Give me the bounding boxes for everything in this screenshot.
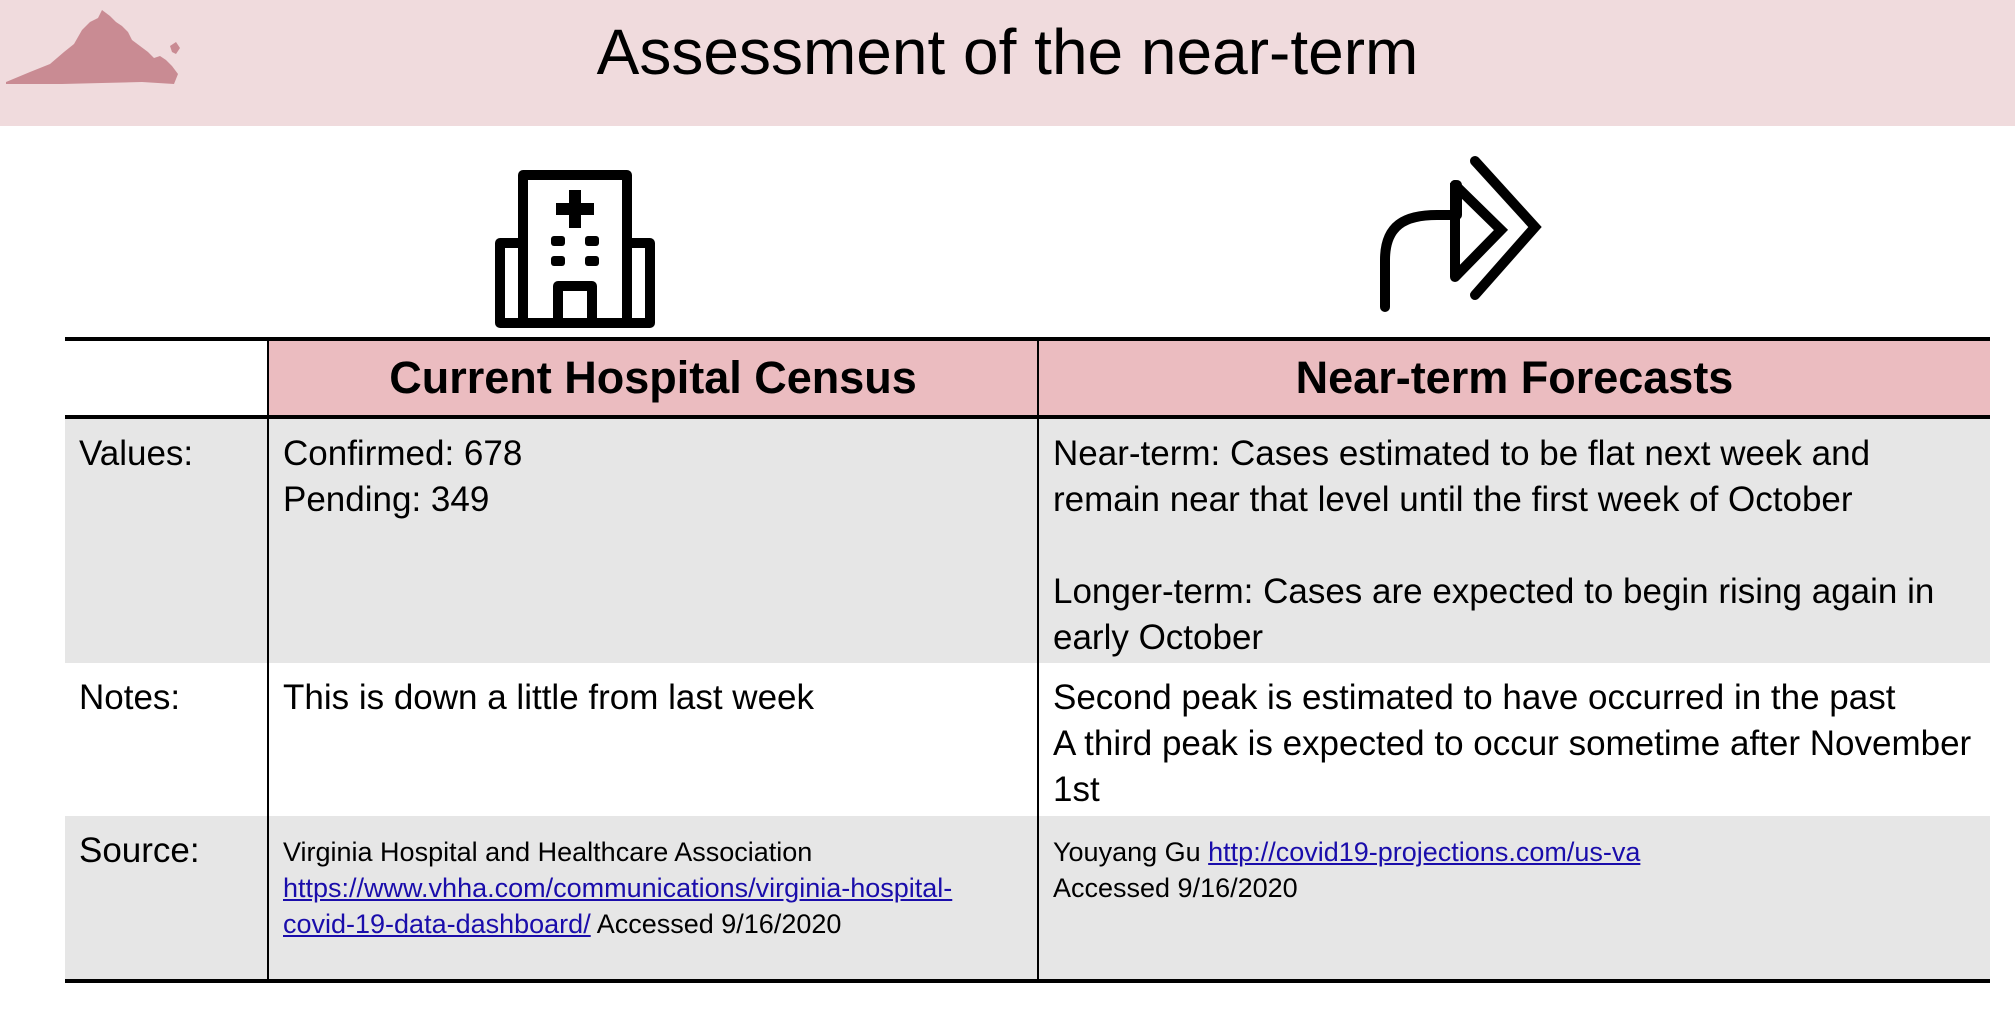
table-header-row xyxy=(65,339,1990,417)
table-row-source xyxy=(65,816,1990,981)
row-label-notes: Notes: xyxy=(65,663,268,816)
pending-count: Pending: 349 xyxy=(283,480,490,519)
longer-term-forecast: Longer-term: Cases are expected to begin rising again in early October xyxy=(1053,572,1935,657)
second-peak-note: Second peak is estimated to have occurred in the past xyxy=(1053,678,1896,717)
third-peak-note: A third peak is expected to occur sometime after November 1st xyxy=(1053,724,1972,809)
forecast-accessed-date: Accessed 9/16/2020 xyxy=(1053,873,1298,903)
confirmed-count: Confirmed: 678 xyxy=(283,434,523,473)
header-blank-cell xyxy=(65,339,268,417)
forecast-source-cell xyxy=(1038,816,1990,981)
vhha-dashboard-link[interactable]: https://www.vhha.com/communications/virginia-hospital- covid-19-data-dashboard/ xyxy=(283,873,953,939)
census-accessed-date: Accessed 9/16/2020 xyxy=(596,909,842,939)
forecast-values-cell xyxy=(1038,417,1990,663)
table-row-notes xyxy=(65,663,1990,816)
covid19-projections-link[interactable]: http://covid19-projections.com/us-va xyxy=(1208,837,1641,867)
census-source-cell xyxy=(268,816,1038,981)
assessment-table xyxy=(65,337,1990,983)
page-title: Assessment of the near-term xyxy=(596,16,1419,88)
source-author: Youyang Gu xyxy=(1053,837,1201,867)
table-row-values xyxy=(65,417,1990,663)
near-term-forecast: Near-term: Cases estimated to be flat next week and remain near that level until the first week of October xyxy=(1053,434,1871,519)
column-header-forecasts: Near-term Forecasts xyxy=(1038,339,1990,417)
forecast-notes-cell xyxy=(1038,663,1990,816)
hospital-icon xyxy=(495,168,655,328)
source-organization: Virginia Hospital and Healthcare Association xyxy=(283,837,813,867)
row-label-source: Source: xyxy=(65,816,268,981)
census-notes-cell: This is down a little from last week xyxy=(268,663,1038,816)
column-header-census: Current Hospital Census xyxy=(268,339,1038,417)
forward-arrow-icon xyxy=(1375,155,1565,315)
census-values-cell xyxy=(268,417,1038,663)
row-label-values: Values: xyxy=(65,417,268,663)
